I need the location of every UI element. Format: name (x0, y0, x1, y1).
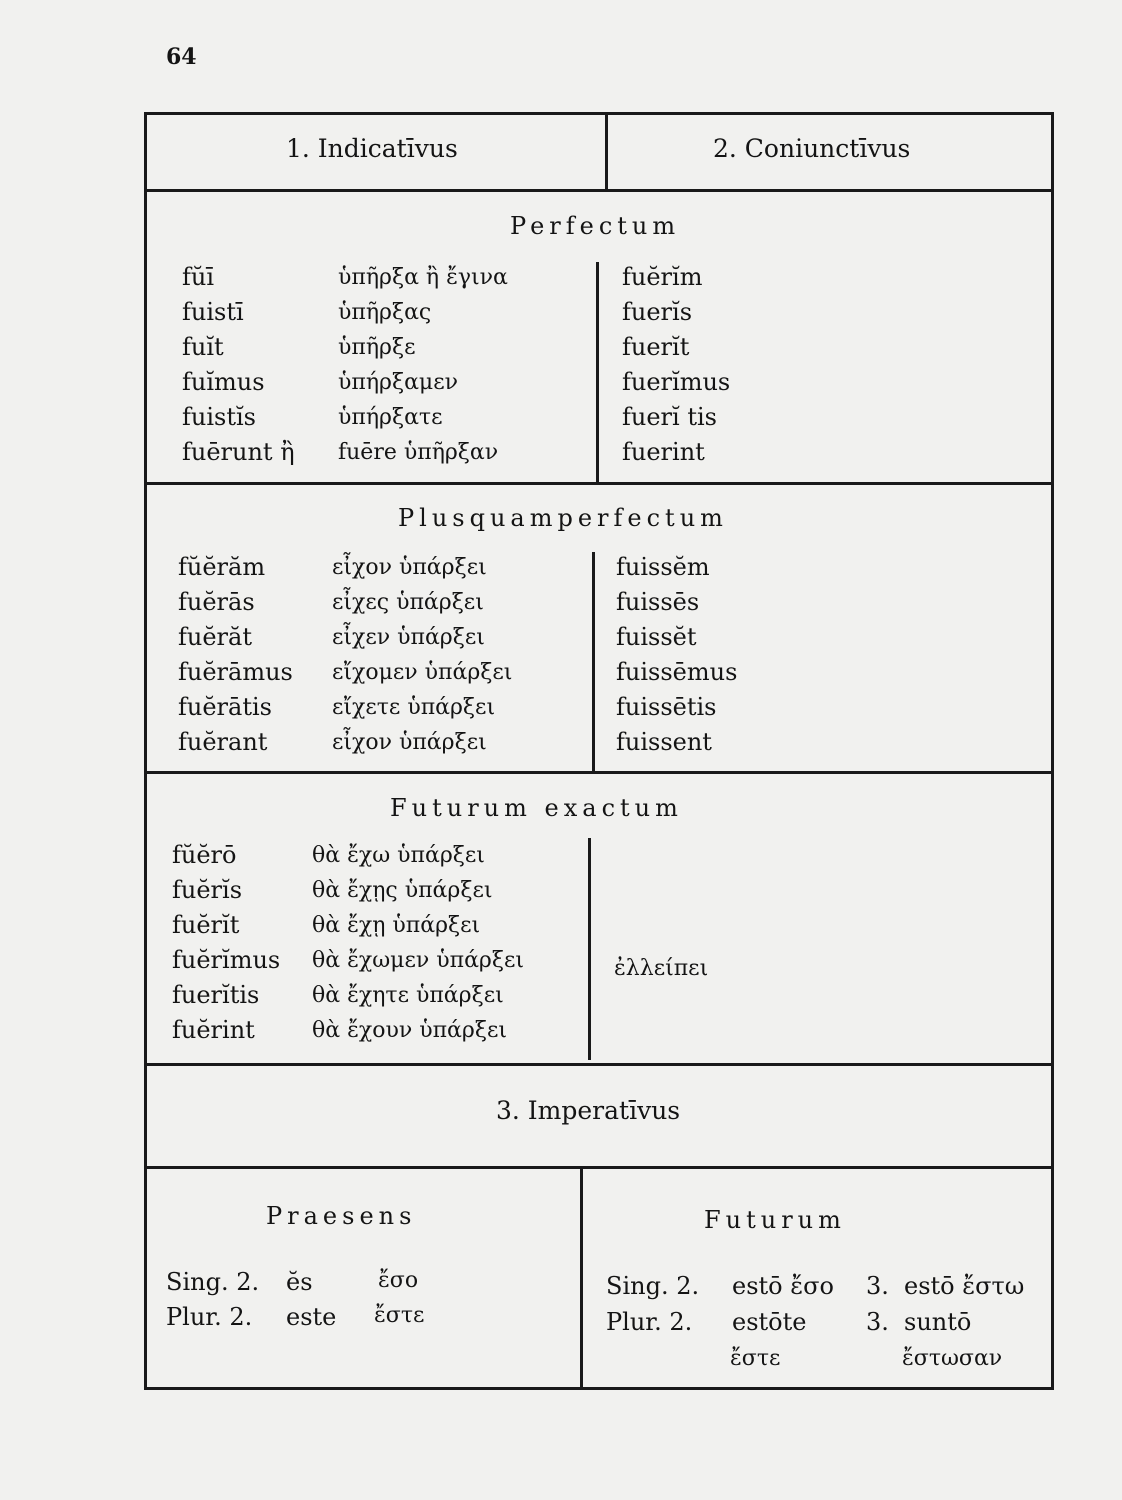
perfectum-greek-form: ὑπήρξαμεν (338, 370, 458, 395)
praesens-singular-label: Sing. 2. (166, 1268, 260, 1296)
futurum-exactum-latin-form: fuerĭtis (172, 981, 260, 1009)
futurum-plural-3rd: suntō (904, 1308, 972, 1336)
plusquamperfectum-subjunctive-form: fuissēmus (616, 658, 738, 686)
plusquamperfectum-subjunctive-form: fuissēs (616, 588, 700, 616)
perfectum-latin-form: fuērunt ἢ (182, 438, 295, 466)
perfectum-greek-form: ὑπῆρξα ἢ ἔγινα (338, 265, 508, 290)
perfectum-subjunctive-form: fuerĭs (622, 298, 693, 326)
futurum-singular-label: Sing. 2. (606, 1272, 700, 1300)
section-title-plusquamperfectum: Plusquamperfectum (398, 504, 728, 532)
futurum-singular-2nd: estō ἔσο (732, 1272, 834, 1300)
futurum-plural-3rd-greek: ἔστωσαν (902, 1346, 1003, 1371)
futurum-exactum-greek-form: θὰ ἔχουν ὑπάρξει (312, 1018, 507, 1043)
perfectum-subjunctive-column (622, 260, 730, 470)
section-title-perfectum: Perfectum (510, 212, 681, 240)
plusquamperfectum-subjunctive-form: fuissent (616, 728, 712, 756)
perfectum-subjunctive-form: fuĕrĭm (622, 263, 703, 291)
plusquamperfectum-latin-form: fuĕrāmus (178, 658, 293, 686)
rule-header (144, 189, 1054, 192)
plusquamperfectum-greek-column (332, 550, 512, 760)
futurum-exactum-latin-form: fuĕrĭs (172, 876, 243, 904)
futurum-exactum-latin-column (172, 838, 280, 1048)
plusquamperfectum-greek-form: εἶχεν ὑπάρξει (332, 625, 485, 650)
divider-header (605, 114, 608, 191)
plusquamperfectum-greek-form: εἶχον ὑπάρξει (332, 730, 487, 755)
futurum-exactum-latin-form: fuĕrĭmus (172, 946, 281, 974)
perfectum-greek-form: ὑπῆρξας (338, 300, 432, 325)
perfectum-subjunctive-form: fuerint (622, 438, 705, 466)
perfectum-latin-form: fuĭmus (182, 368, 265, 396)
futurum-exactum-greek-column (312, 838, 524, 1048)
futurum-plural-2nd: estōte (732, 1308, 807, 1336)
perfectum-subjunctive-form: fuerĭ tis (622, 403, 717, 431)
page-number: 64 (166, 44, 197, 70)
section-title-futurum-exactum: Futurum exactum (390, 794, 683, 822)
futurum-singular-3rd-label: 3. (866, 1272, 889, 1300)
praesens-singular-latin: ĕs (286, 1268, 313, 1296)
futurum-singular-3rd: estō ἔστω (904, 1272, 1025, 1300)
praesens-singular-greek: ἔσο (378, 1268, 419, 1293)
futurum-exactum-greek-form: θὰ ἔχω ὑπάρξει (312, 843, 485, 868)
perfectum-subjunctive-form: fuerĭmus (622, 368, 731, 396)
futurum-exactum-greek-form: θὰ ἔχῃ ὑπάρξει (312, 913, 481, 938)
plusquamperfectum-greek-form: εἶχες ὑπάρξει (332, 590, 484, 615)
praesens-plural-greek: ἔστε (374, 1303, 425, 1328)
imperative-futurum-title: Futurum (704, 1206, 846, 1234)
futurum-exactum-greek-form: θὰ ἔχητε ὑπάρξει (312, 983, 504, 1008)
plusquamperfectum-greek-form: εἶχον ὑπάρξει (332, 555, 487, 580)
header-indicative: 1. Indicatīvus (286, 134, 458, 163)
rule-plusquamperfectum (144, 771, 1054, 774)
praesens-plural-latin: este (286, 1303, 337, 1331)
perfectum-latin-column (182, 260, 295, 470)
futurum-plural-2nd-greek: ἔστε (730, 1346, 781, 1371)
futurum-exactum-greek-form: θὰ ἔχῃς ὑπάρξει (312, 878, 493, 903)
plusquamperfectum-subjunctive-form: fuissĕm (616, 553, 710, 581)
perfectum-latin-form: fuistī (182, 298, 244, 326)
plusquamperfectum-latin-form: fuĕrās (178, 588, 255, 616)
header-imperative: 3. Imperatīvus (496, 1096, 681, 1125)
futurum-plural-3rd-label: 3. (866, 1308, 889, 1336)
futurum-exactum-latin-form: fuĕrĭt (172, 911, 240, 939)
plusquamperfectum-latin-form: fuĕrant (178, 728, 268, 756)
plusquamperfectum-latin-form: fŭĕrăm (178, 553, 266, 581)
header-subjunctive: 2. Coniunctīvus (713, 134, 911, 163)
plusquamperfectum-greek-form: εἴχομεν ὑπάρξει (332, 660, 513, 685)
futurum-exactum-greek-form: θὰ ἔχωμεν ὑπάρξει (312, 948, 524, 973)
divider-perfectum (596, 262, 599, 482)
plusquamperfectum-subjunctive-column (616, 550, 737, 760)
rule-futurum-exactum (144, 1063, 1054, 1066)
perfectum-subjunctive-form: fuerĭt (622, 333, 690, 361)
plusquamperfectum-latin-form: fuĕrātis (178, 693, 272, 721)
plusquamperfectum-latin-column (178, 550, 293, 760)
plusquamperfectum-subjunctive-form: fuissētis (616, 693, 717, 721)
plusquamperfectum-subjunctive-form: fuissĕt (616, 623, 697, 651)
perfectum-greek-form: ὑπήρξατε (338, 405, 443, 430)
futurum-exactum-subjunctive-missing: ἐλλείπει (614, 956, 709, 981)
rule-perfectum (144, 482, 1054, 485)
perfectum-latin-form: fuistĭs (182, 403, 256, 431)
perfectum-greek-form: ὑπῆρξε (338, 335, 416, 360)
divider-imperative (580, 1168, 583, 1388)
futurum-exactum-latin-form: fŭĕrō (172, 841, 237, 869)
perfectum-latin-form: fŭī (182, 263, 215, 291)
divider-plusquamperfectum (592, 552, 595, 771)
divider-futurum-exactum (588, 838, 591, 1060)
futurum-plural-label: Plur. 2. (606, 1308, 693, 1336)
rule-imperative (144, 1166, 1054, 1169)
perfectum-greek-column (338, 260, 508, 470)
perfectum-greek-form: fuēre ὑπῆρξαν (338, 440, 499, 465)
praesens-plural-label: Plur. 2. (166, 1303, 253, 1331)
plusquamperfectum-greek-form: εἴχετε ὑπάρξει (332, 695, 496, 720)
futurum-exactum-latin-form: fuĕrint (172, 1016, 255, 1044)
perfectum-latin-form: fuĭt (182, 333, 224, 361)
imperative-praesens-title: Praesens (266, 1202, 417, 1230)
plusquamperfectum-latin-form: fuĕrăt (178, 623, 252, 651)
